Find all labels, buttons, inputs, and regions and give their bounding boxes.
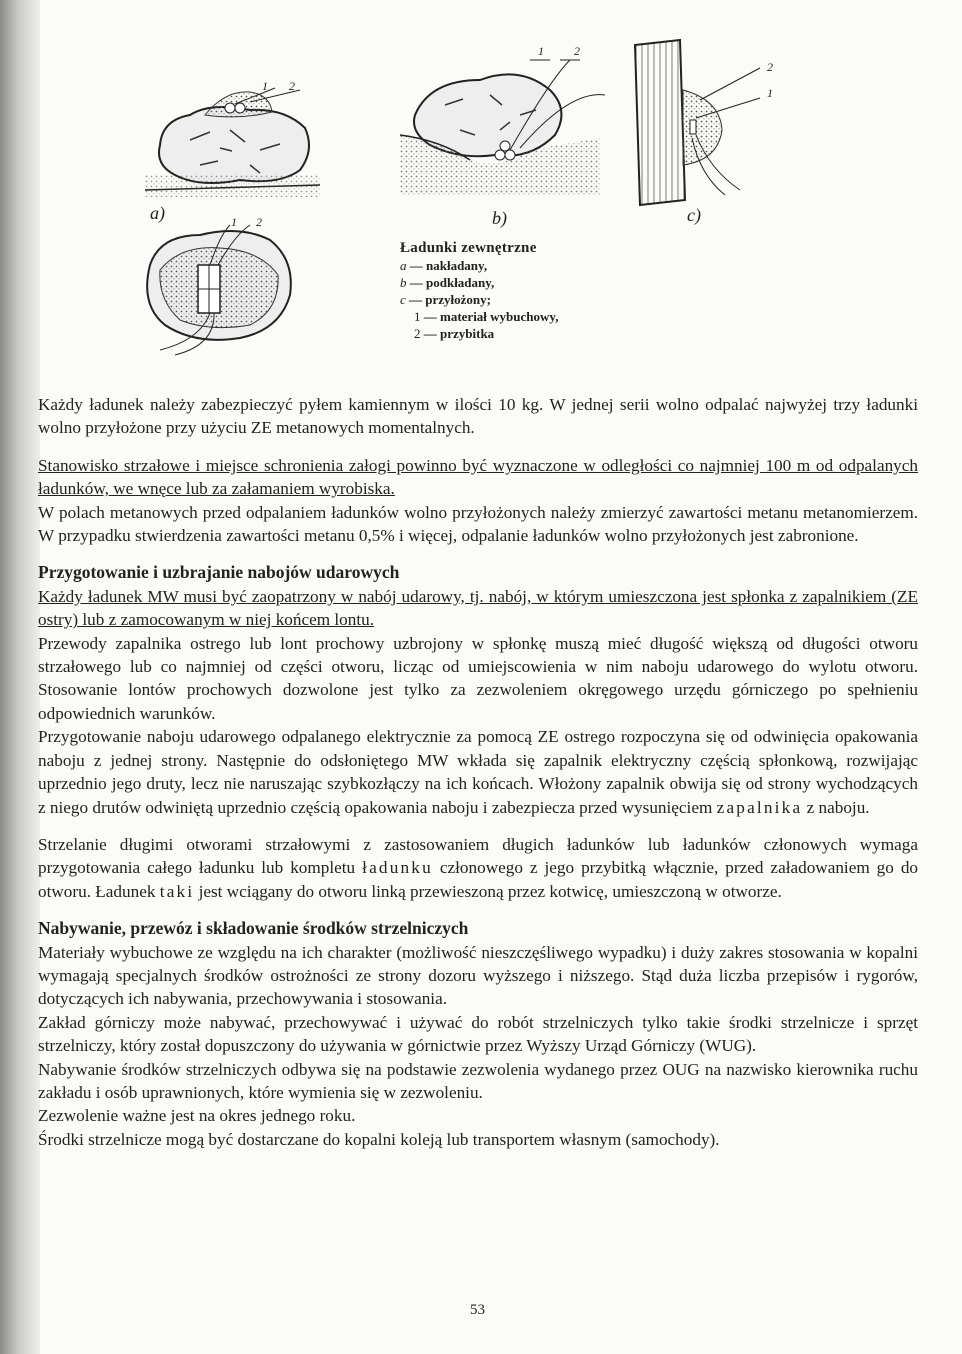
paragraph-underlined: Stanowisko strzałowe i miejsce schronienia załogi powinno być wyznaczone w odległości co najmniej 100 m od odpalanych ładunków, we wnęce lub za załamaniem wyrobiska. [38, 455, 918, 499]
figure-c-number-1: 1 [767, 86, 773, 100]
figure-label-a: a) [150, 203, 165, 223]
caption-item: b — podkładany, [400, 275, 495, 290]
figure-c-number-2: 2 [767, 60, 773, 74]
paragraph: Zakład górniczy może nabywać, przechowywać i używać do robót strzelniczych tylko takie środki strzelnicze i sprzęt strzelniczy, który został dopuszczony do używania w górnictwie przez Wyższy Urząd Górniczy (WUG). [38, 1012, 918, 1056]
figure-a-number-1: 1 [262, 79, 268, 93]
body-text [38, 393, 918, 1151]
caption-item: c — przyłożony; [400, 292, 491, 307]
figure-caption-title: Ładunki zewnętrzne [400, 240, 537, 256]
caption-item: 2 — przybitka [414, 326, 495, 341]
paragraph: W polach metanowych przed odpalaniem ładunków wolno przyłożonych należy zmierzyć zawartości metanu metanomierzem. W przypadku stwierdzenia zawartości metanu 0,5% i więcej, odpalanie ładunków wolno przyłożonych jest zabronione. [38, 502, 918, 546]
page-binding-shadow [0, 0, 40, 1354]
section-heading: Przygotowanie i uzbrajanie nabojów udarowych [38, 562, 400, 583]
caption-item: 1 — materiał wybuchowy, [414, 309, 559, 324]
figure-b-number-1: 1 [538, 44, 544, 58]
paragraph: Przewody zapalnika ostrego lub lont prochowy uzbrojony w spłonkę muszą mieć długość większą od długości otworu strzałowego lub co najmniej od części otworu, licząc od umiejscowienia w nim naboju udarowego do wylotu otworu. Stosowanie lontów prochowych dozwolone jest tylko za zezwoleniem okręgowego urzędu górniczego po spełnieniu odpowiednich warunków. [38, 633, 918, 723]
figure-label-c: c) [687, 205, 701, 225]
figure-d-number-2: 2 [256, 215, 262, 229]
paragraph: Każdy ładunek należy zabezpieczyć pyłem kamiennym w ilości 10 kg. W jednej serii wolno odpalać najwyżej trzy ładunki wolno przyłożone przy użyciu ZE metanowych momentalnych. [38, 395, 918, 438]
paragraph: Nabywanie środków strzelniczych odbywa się na podstawie zezwolenia wydanego przez OUG na nazwisko kierownika ruchu zakładu i osób uprawnionych, które wymienia się w zezwoleniu. [38, 1059, 918, 1102]
figure-d-drawing [147, 225, 291, 355]
figure-caption [400, 240, 558, 342]
figure-b-drawing [400, 60, 605, 195]
paragraph: Środki strzelnicze mogą być dostarczane do kopalni koleją lub transportem własnym (samochody). [38, 1129, 720, 1149]
caption-item: a — nakładany, [400, 258, 488, 273]
paragraph-underlined: Każdy ładunek MW musi być zaopatrzony w nabój udarowy, tj. nabój, w którym umieszczona jest spłonka z zapalnikiem (ZE ostry) lub z zamocowanym w niej końcem lontu. [38, 586, 918, 630]
figure-d-number-1: 1 [231, 215, 237, 229]
figure-label-b: b) [492, 208, 507, 228]
paragraph: Przygotowanie naboju udarowego odpalanego elektrycznie za pomocą ZE ostrego rozpoczyna się od odwinięcia opakowania naboju z jednej strony. Następnie do odsłoniętego MW wkłada się zapalnik elektryczny częścią spłonkową, rozwijając uprzednio jego druty, lecz nie naruszając szybkozłączy na ich końcach. Włożony zapalnik obwija się od strony wychodzących z niego drutów odwiniętą uprzednio częścią opakowania naboju i zabezpiecza przed wysunięciem zapalnika z naboju. [38, 727, 918, 817]
figure-c-drawing [635, 40, 760, 205]
figure-a-number-2: 2 [289, 79, 295, 93]
section-heading: Nabywanie, przewóz i składowanie środków strzelniczych [38, 918, 469, 939]
paragraph: Materiały wybuchowe ze względu na ich charakter (możliwość nieszczęśliwego wypadku) i duży zakres stosowania w kopalni wymagają specjalnych środków ostrożności ze strony dozoru wyższego i niższego. Stąd duża liczba przepisów i rygorów, dotyczących ich nabywania, przechowywania i stosowania. [38, 942, 918, 1009]
page-number: 53 [470, 1302, 485, 1318]
figure-a-drawing [145, 88, 320, 197]
paragraph: Strzelanie długimi otworami strzałowymi z zastosowaniem długich ładunków lub ładunków członowych wymaga przygotowania całego ładunku lub kompletu ładunku członowego z jego przybitką włącznie, przed załadowaniem go do otworu. Ładunek taki jest wciągany do otworu linką przewieszoną przez kotwicę, umieszczoną w otworze. [38, 834, 919, 901]
figure-b-number-2: 2 [574, 44, 580, 58]
paragraph: Zezwolenie ważne jest na okres jednego roku. [38, 1106, 356, 1126]
